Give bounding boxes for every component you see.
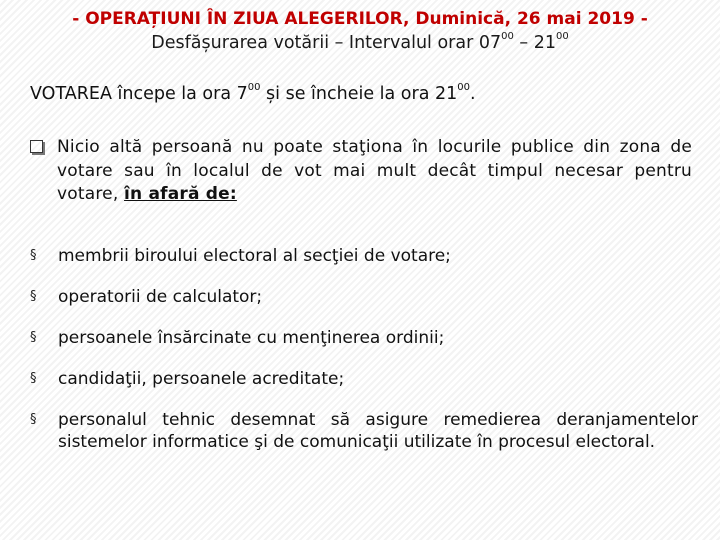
voting-hours-statement [30,84,476,104]
restriction-paragraph [30,136,692,207]
list-item [30,409,698,453]
square-bullet-icon: § [30,330,37,345]
slide-title [0,9,720,29]
list-item [30,368,698,390]
list-item-text: membrii biroului electoral al secţiei de votare; [58,246,451,266]
intro-suffix: . [470,84,476,104]
exception-list [30,245,698,453]
intro-start-minutes: 00 [247,82,261,93]
subtitle-mid: – 21 [513,33,557,53]
intro-mid: și se încheie la ora 21 [260,84,458,104]
restriction-emphasis: în afară de: [124,184,237,204]
square-bullet-icon: § [30,289,37,304]
subtitle-start-minutes: 00 [501,31,514,42]
list-item-text: candidaţii, persoanele acreditate; [58,369,345,389]
list-item-text: persoanele însărcinate cu menţinerea ordinii; [58,328,445,348]
subtitle-prefix: Desfășurarea votării – Intervalul orar 07 [151,33,502,53]
list-item [30,327,698,349]
square-bullet-icon: § [30,412,37,427]
slide-title-text: - OPERAȚIUNI ÎN ZIUA ALEGERILOR, Duminică, 26 mai 2019 - [72,9,648,29]
square-bullet-icon: § [30,248,37,263]
list-item [30,245,698,267]
intro-end-minutes: 00 [457,82,470,93]
list-item-text: operatorii de calculator; [58,287,263,307]
restriction-body: Nicio altă persoană nu poate staţiona în locurile publice din zona de votare sau în localul de vot mai mult decât timpul necesar pentru votare, [57,137,692,204]
restriction-text [57,136,692,207]
square-bullet-icon: § [30,371,37,386]
slide-subtitle [0,33,720,53]
list-item-text: personalul tehnic desemnat să asigure remedierea deranjamentelor sistemelor informatice şi de comunicaţii utilizate în procesul electoral. [58,410,698,452]
list-item [30,286,698,308]
subtitle-end-minutes: 00 [556,31,569,42]
intro-prefix: VOTAREA începe la ora 7 [30,84,248,104]
checkbox-icon [30,140,43,153]
